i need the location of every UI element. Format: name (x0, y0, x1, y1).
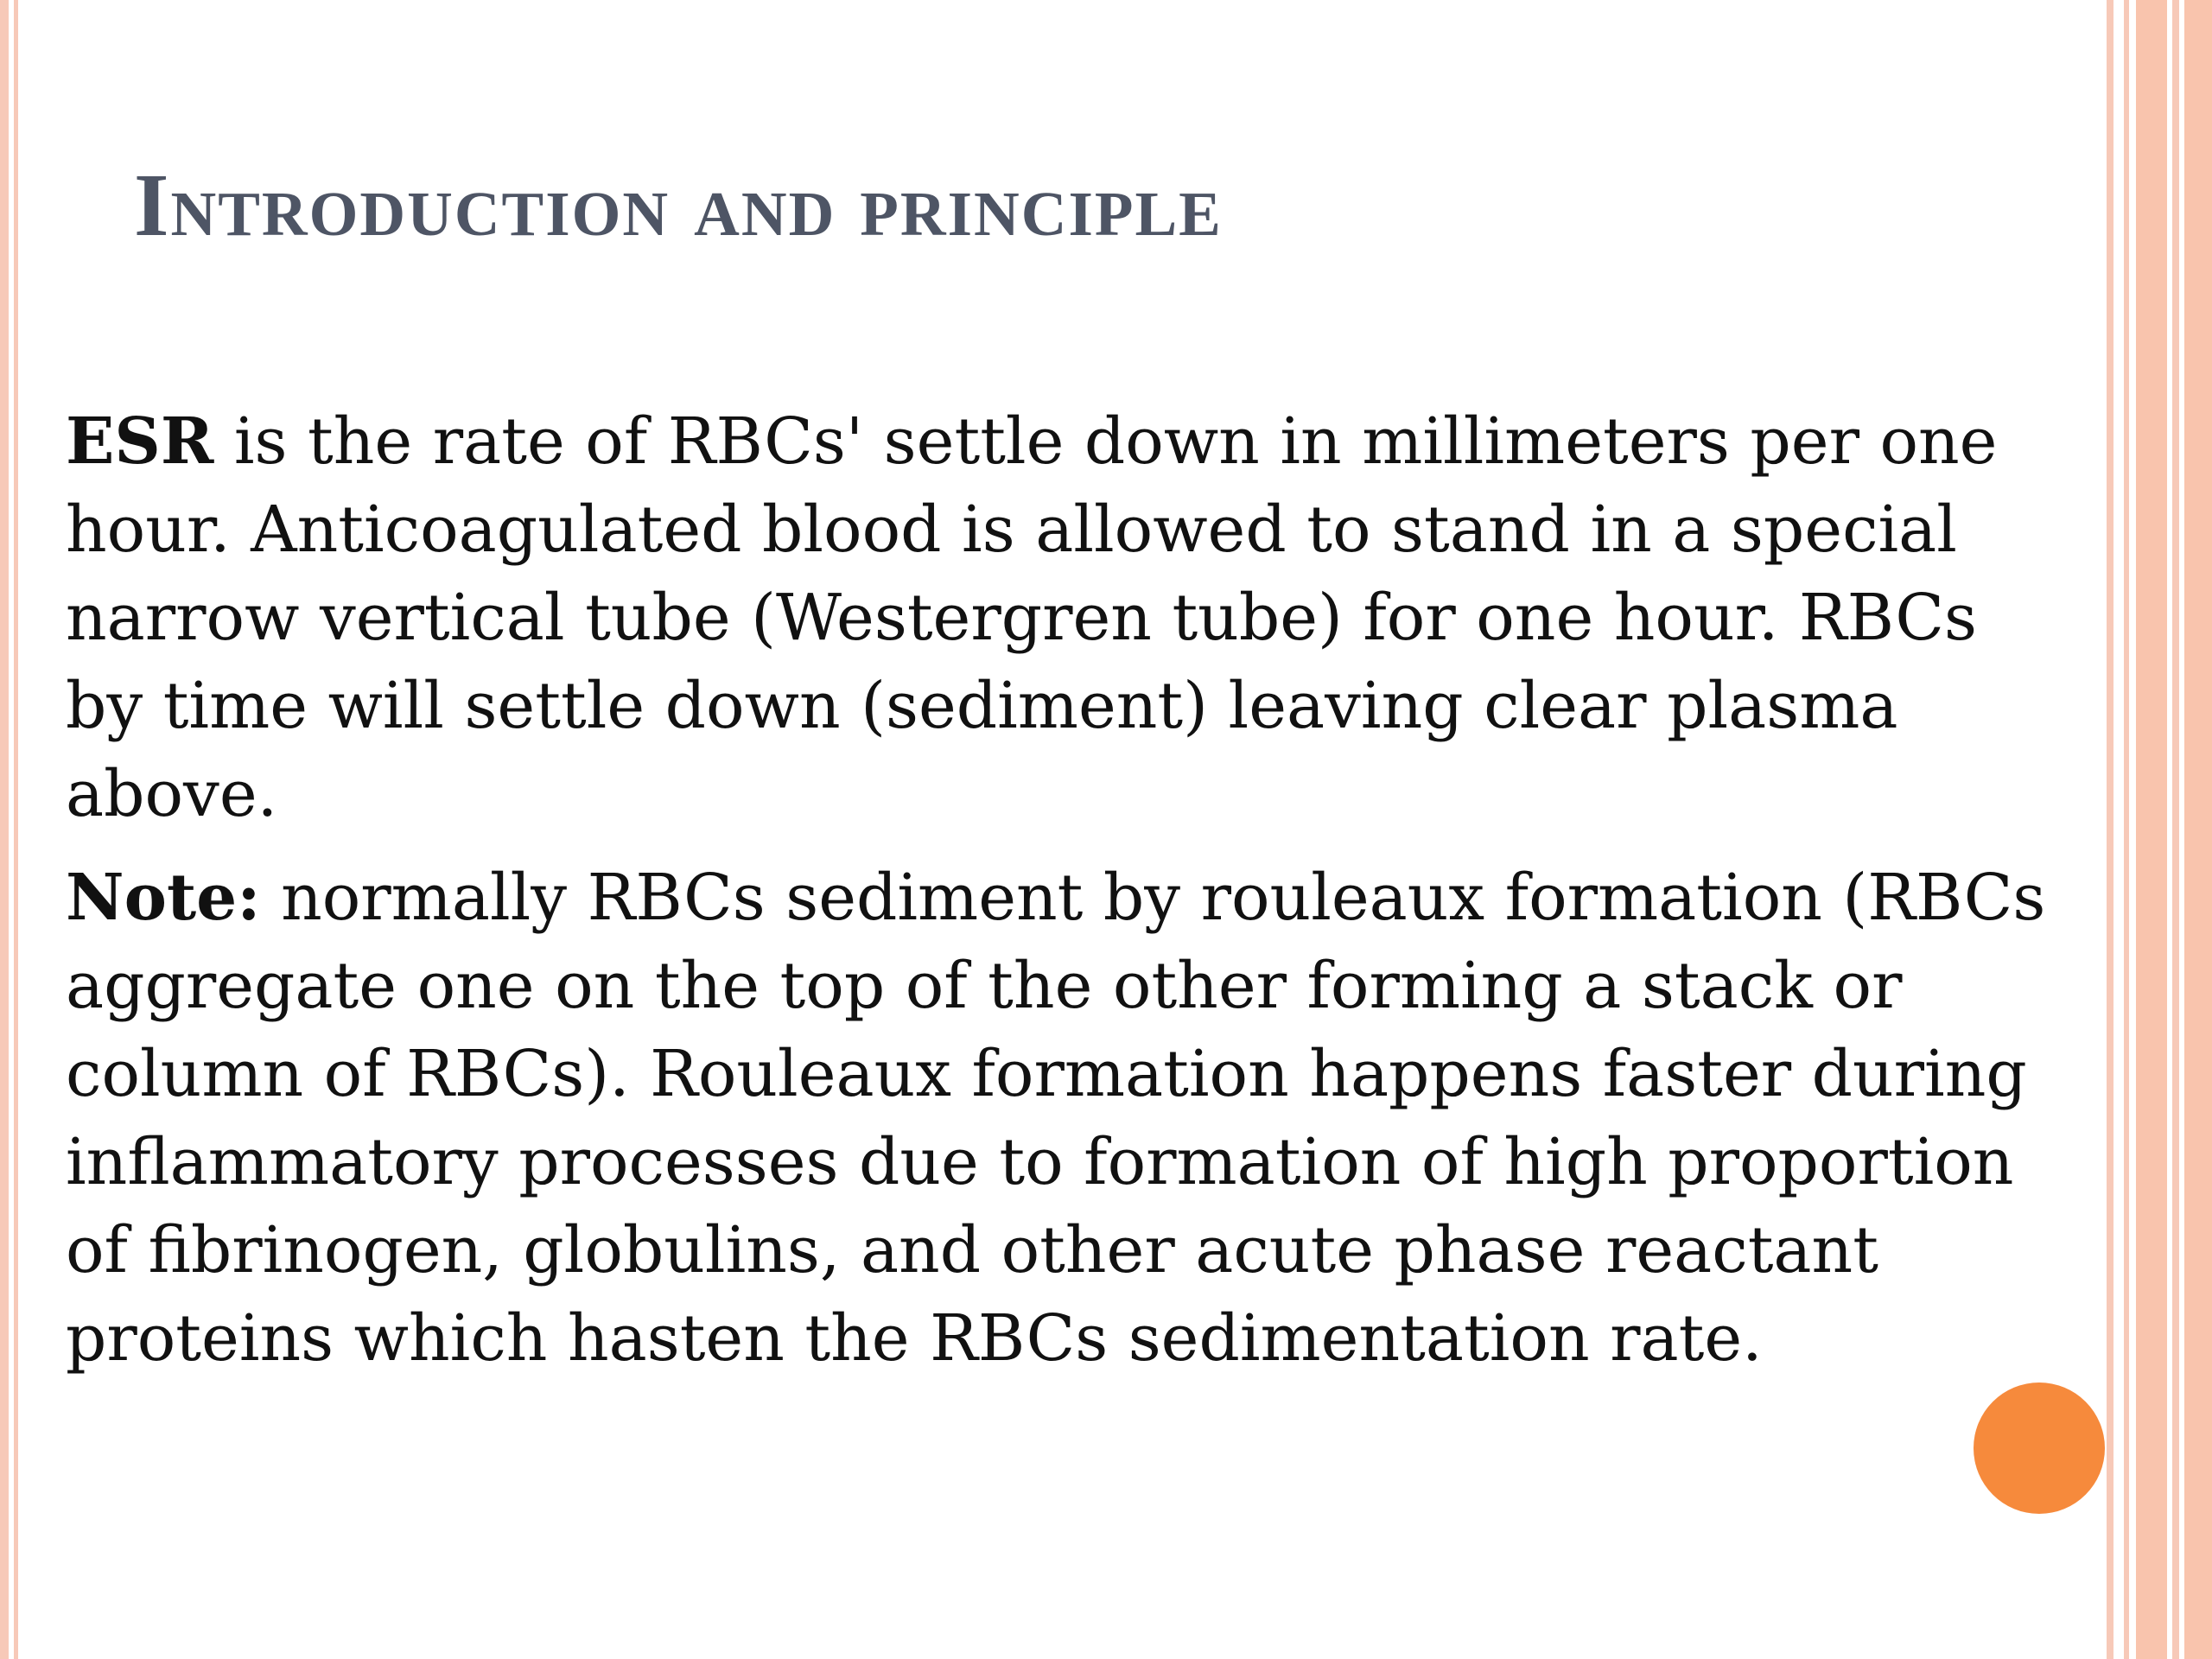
left-border-stripe-thin (14, 0, 18, 1659)
paragraph-lead-esr: ESR (66, 404, 214, 479)
slide-title: Introduction and principle (134, 156, 1223, 255)
paragraph-note (66, 854, 2053, 1382)
right-border-stripe-1 (2107, 0, 2113, 1659)
left-border-stripe (0, 0, 9, 1659)
accent-dot (1974, 1382, 2105, 1514)
right-border-stripe-5 (2184, 0, 2212, 1659)
paragraph-text-note: normally RBCs sediment by rouleaux formation (RBCs aggregate one on the top of the other forming a stack or column of RBCs). Rouleaux formation happens faster during inflammatory processes due to formation of high proportion of fibrinogen, globulins, and other acute phase reactant proteins which hasten the RBCs sedimentation rate. (66, 861, 2046, 1376)
paragraph-lead-note: Note: (66, 861, 261, 935)
right-border-stripe-4 (2172, 0, 2179, 1659)
right-border-stripe-3 (2136, 0, 2167, 1659)
slide-body (66, 397, 2053, 1398)
paragraph-text-esr: is the rate of RBCs' settle down in millimeters per one hour. Anticoagulated blood is allowed to stand in a special narrow vertical tube (Westergren tube) for one hour. RBCs by time will settle down (sediment) leaving clear plasma above. (66, 404, 1998, 831)
right-border-stripe-2 (2124, 0, 2129, 1659)
paragraph-esr (66, 397, 2053, 838)
